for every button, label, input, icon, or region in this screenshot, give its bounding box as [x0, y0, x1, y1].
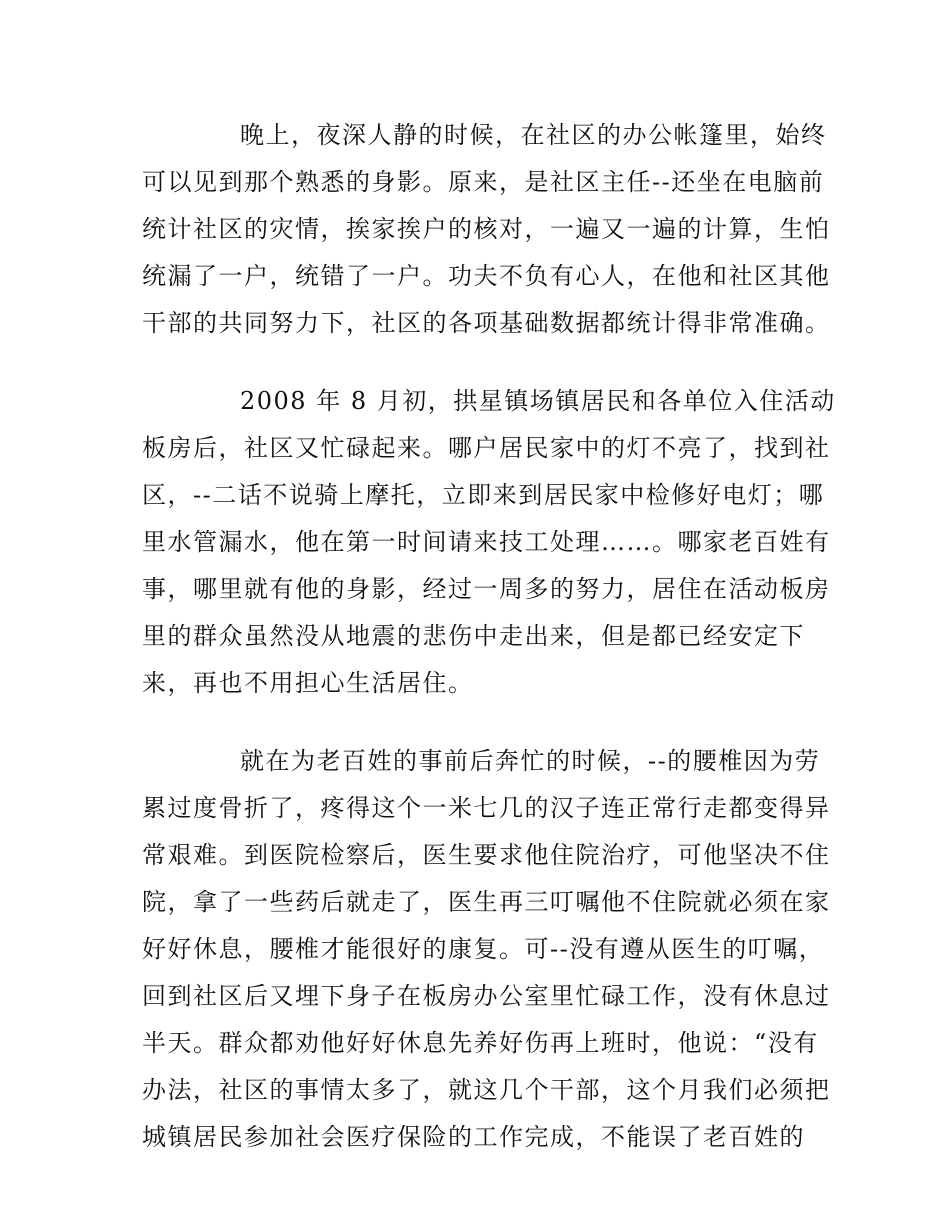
text-line: 里的群众虽然没从地震的悲伤中走出来，但是都已经安定下	[142, 622, 805, 650]
text-line: 城镇居民参加社会医疗保险的工作完成，不能误了老百姓的	[142, 1123, 805, 1151]
text-line: 来，再也不用担心生活居住。	[142, 669, 474, 697]
text-line: 统漏了一户，统错了一户。功夫不负有心人，在他和社区其他	[142, 262, 831, 290]
text-line: 回到社区后又埋下身子在板房办公室里忙碌工作，没有休息过	[142, 982, 831, 1010]
text-line: 办法，社区的事情太多了，就这几个干部，这个月我们必须把	[142, 1076, 831, 1104]
text-line: 区，--二话不说骑上摩托，立即来到居民家中检修好电灯；哪	[142, 481, 825, 509]
text-line: 板房后，社区又忙碌起来。哪户居民家中的灯不亮了，找到社	[142, 434, 831, 462]
text-line: 累过度骨折了，疼得这个一米七几的汉子连正常行走都变得异	[142, 794, 831, 822]
text-line: 就在为老百姓的事前后奔忙的时候，--的腰椎因为劳	[240, 747, 821, 775]
text-line: 好好休息，腰椎才能很好的康复。可--没有遵从医生的叮嘱，	[142, 935, 825, 963]
text-line: 可以见到那个熟悉的身影。原来，是社区主任--还坐在电脑前	[142, 168, 825, 196]
text-line: 2008 年 8 月初，拱星镇场镇居民和各单位入住活动	[240, 387, 836, 415]
text-line: 常艰难。到医院检察后，医生要求他住院治疗，可他坚决不住	[142, 841, 831, 869]
text-line: 半天。群众都劝他好好休息先养好伤再上班时，他说：“没有	[142, 1029, 819, 1057]
text-line: 院，拿了一些药后就走了，医生再三叮嘱他不住院就必须在家	[142, 888, 831, 916]
text-line: 统计社区的灾情，挨家挨户的核对，一遍又一遍的计算，生怕	[142, 215, 831, 243]
text-line: 事，哪里就有他的身影，经过一周多的努力，居住在活动板房	[142, 575, 831, 603]
text-line: 里水管漏水，他在第一时间请来技工处理……。哪家老百姓有	[142, 528, 831, 556]
text-line: 晚上，夜深人静的时候，在社区的办公帐篷里，始终	[240, 121, 827, 149]
text-line: 干部的共同努力下，社区的各项基础数据都统计得非常准确。	[142, 309, 831, 337]
